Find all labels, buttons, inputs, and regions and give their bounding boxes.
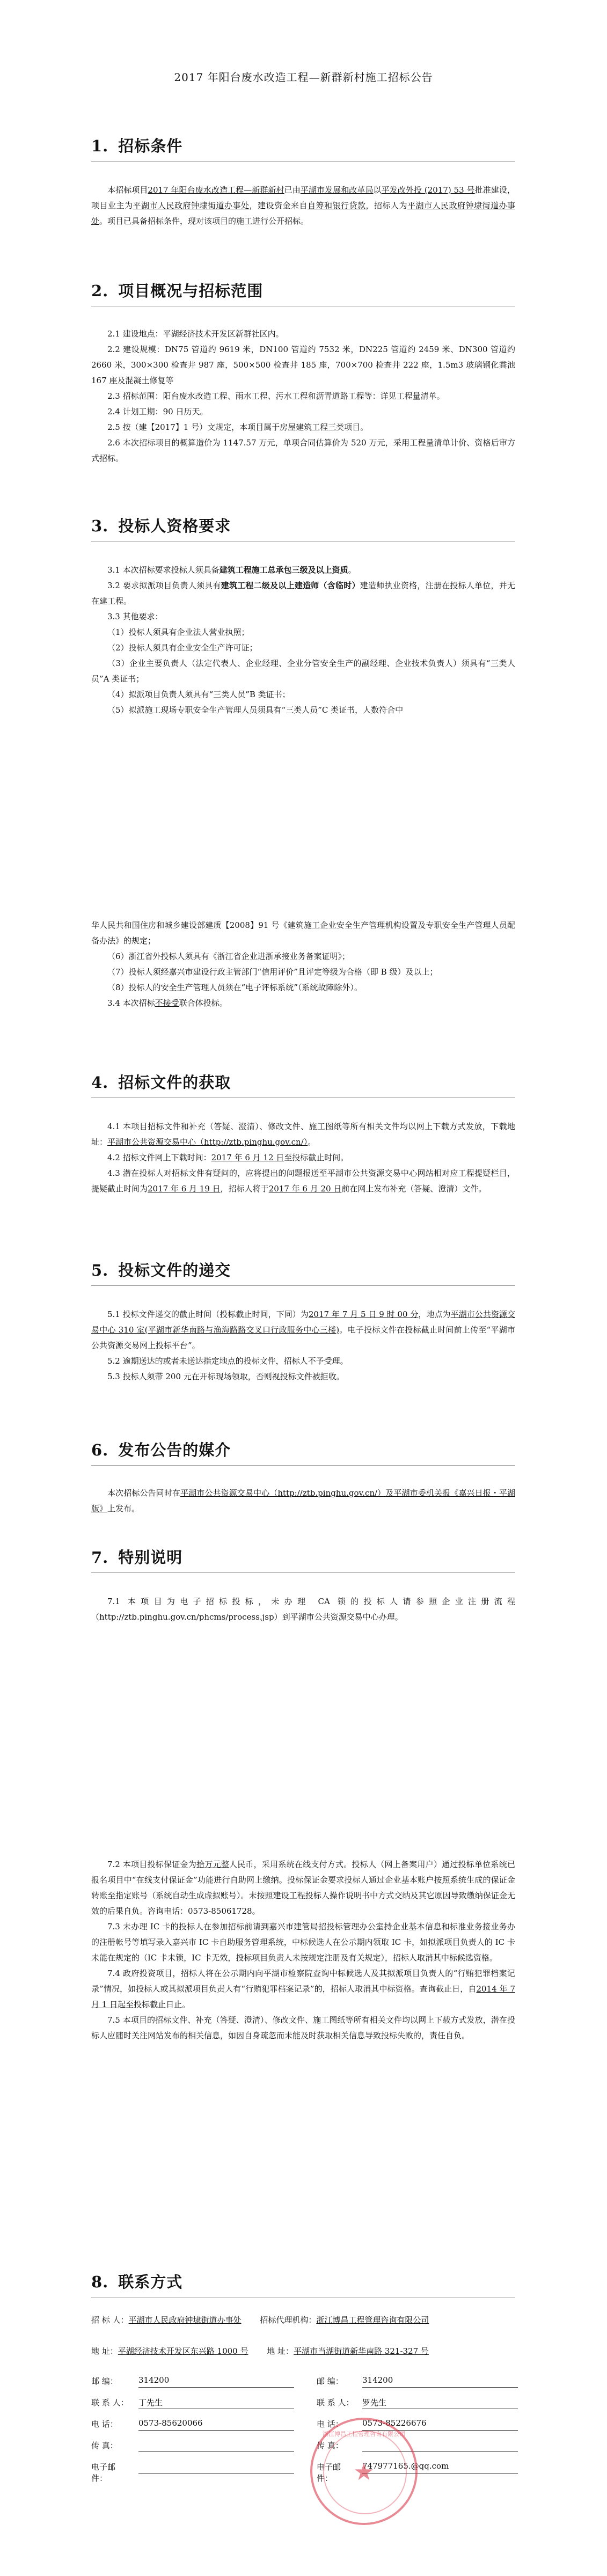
text: 已由 (284, 185, 301, 195)
value (138, 2440, 294, 2452)
section-7-note-1 (91, 1594, 515, 1625)
text: 3.4 本次招标 (107, 998, 155, 1008)
paragraph: 7.1 本项目为电子招标投标，未办理 CA 锁的投标人请参照企业注册流程（http://ztb.pinghu.gov.cn/phcms/process.jsp）到平湖市公共资源交易中心办理。 (91, 1597, 515, 1622)
value: 丁先生 (138, 2397, 294, 2409)
section-title: 投标文件的递交 (118, 1261, 231, 1279)
seal-text: 浙江博昌工程管理咨询有限公司 (323, 2431, 405, 2438)
text: 本次招标公告同时在 (107, 1488, 181, 1498)
list-item: 2.2 建设规模：DN75 管道约 9619 米，DN100 管道约 7532 米，DN225 管道约 2459 米、DN300 管道约 2660 米，300×300 检查井 987 座，500×500 检查井 185 座，700×700 检查井 222 座，1.5m3 玻璃钢化粪池 167 座及混凝土修复等 (91, 345, 515, 385)
label: 电子邮件： (91, 2462, 116, 2483)
list-item: 华人民共和国住房和城乡建设部建质【2008】91 号《建筑施工企业安全生产管理机构设置及专职安全生产管理人员配备办法》的规定； (91, 920, 515, 946)
section-number: 3. (91, 517, 109, 535)
label: 电 话： (91, 2419, 118, 2429)
section-7-heading (91, 1546, 182, 1568)
section-3-block-a (91, 562, 515, 718)
text: 前在网上发布补充（答疑、澄清）文件。 (341, 1184, 487, 1194)
divider (91, 1097, 515, 1098)
label: 招 标 人： (91, 2315, 129, 2325)
section-4-heading (91, 1071, 231, 1093)
project-name: 2017 年阳台废水改造工程—新群新村 (148, 185, 284, 195)
contact-row (91, 2375, 521, 2397)
consortium-status: 不接受 (155, 998, 179, 1008)
agent-address: 平湖市当湖街道新华南路 321-327 号 (294, 2346, 429, 2356)
approval-doc: 平发改外投 (2017) 53 号 (381, 185, 475, 195)
section-title: 招标条件 (118, 137, 183, 155)
list-item: 2.6 本次招标项目的概算造价为 1147.57 万元，单项合同估算价为 520 万元，采用工程量清单计价、资格后审方式招标。 (91, 438, 515, 463)
section-1-heading (91, 134, 182, 156)
text: 。项目已具备招标条件，现对该项目的施工进行公开招标。 (99, 216, 309, 226)
contact-row (91, 2418, 521, 2440)
text: 至投标截止时间。 (284, 1153, 349, 1162)
label: 招标代理机构： (260, 2315, 317, 2325)
document-title: 2017 年阳台废水改造工程—新群新村施工招标公告 (174, 71, 433, 84)
divider (91, 1465, 515, 1466)
download-link[interactable]: 平湖市公共资源交易中心（http://ztb.pinghu.gov.cn/） (107, 1137, 308, 1147)
text: 7.4 政府投资项目，招标人将在公示期内向平湖市检察院查询中标候选人及其拟派项目负责人的“行贿犯罪档案记录”情况，如投标人或其拟派项目负责人有“行贿犯罪档案记录”的，招标人取消其中标资格。查询截止日，自 (91, 1968, 515, 1994)
section-number: 1. (91, 137, 109, 155)
text: ，地点为 (418, 1309, 451, 1319)
email-value: 747977165.@qq.com (362, 2461, 518, 2473)
list-item: （7）投标人须经嘉兴市建设行政主管部门“信用评价”且评定等级为合格（即 B 级）及以上； (107, 967, 438, 977)
value (138, 2461, 294, 2473)
company-seal-stamp (310, 2418, 418, 2525)
contact-block (91, 2313, 521, 2483)
text: 。 (348, 565, 356, 575)
section-3-block-b (91, 918, 515, 1011)
section-6-heading (91, 1438, 231, 1460)
paragraph: 7.3 未办理 IC 卡的投标人在参加招标前请到嘉兴市建管局招投标管理办公室持企业基本信息和标准业务接业务办的注册帐号等填写录入嘉兴市 IC 卡自助服务管理系统，中标候选人在公示期内领取 IC 卡，如拟派项目负责人的 IC 卡未能在规定的（IC 卡未锁，IC 卡无效，投标项目负责人未按规定注册及有关规定），招标人取消其中标候选资格。 (91, 1922, 515, 1963)
paragraph: 7.5 本项目的招标文件、补充（答疑、澄清）、修改文件、施工图纸等所有相关文件均以网上下载方式发放，潜在投标人应随时关注网站发布的相关信息，如因自身疏忽而未能及时获取相关信息导致投标失败的，责任自负。 (91, 2015, 515, 2040)
section-title: 投标人资格要求 (118, 517, 231, 535)
text: 上发布。 (107, 1504, 140, 1513)
text: ，建设资金来自 (249, 201, 308, 210)
divider (91, 1572, 515, 1573)
value: 罗先生 (362, 2397, 518, 2409)
list-item: （2）投标人须具有企业安全生产许可证； (107, 643, 258, 653)
text: 3.2 要求拟派项目负责人须具有 (107, 581, 221, 590)
answer-date: 2017 年 6 月 20 日 (268, 1184, 342, 1194)
label: 地 址： (267, 2346, 294, 2356)
list-item: 2.5 按（建【2017】1 号）文规定，本项目属于房屋建筑工程三类项目。 (107, 422, 369, 432)
list-item: （6）浙江省外投标人须具有《浙江省企业进浙承接业务备案证明》； (107, 952, 350, 961)
text: 。 (308, 1137, 316, 1147)
section-number: 6. (91, 1441, 109, 1459)
seal-star-icon: ★ (353, 2458, 375, 2486)
section-title: 发布公告的媒介 (118, 1441, 231, 1459)
agent-name: 浙江博昌工程管理咨询有限公司 (316, 2315, 429, 2325)
tenderer-name: 平湖市人民政府钟埭街道办事处 (128, 2315, 242, 2325)
value: 0573-85226676 (362, 2418, 518, 2431)
text: 3.1 本次招标要求投标人须具备 (107, 565, 220, 575)
qualification: 建筑工程施工总承包三级及以上资质 (219, 565, 348, 575)
text: ，招标人为 (365, 201, 407, 210)
list-item: （3）企业主要负责人（法定代表人、企业经理、企业分管安全生产的副经理、企业技术负责人）须具有“三类人员”A 类证书； (91, 658, 515, 684)
section-5-paragraphs (91, 1307, 515, 1385)
list-item: 2.3 招标范围：阳台废水改造工程、雨水工程、污水工程和沥青道路工程等：详见工程量清单。 (107, 391, 445, 401)
value: 314200 (362, 2375, 518, 2388)
text: 7.2 本项目投标保证金为 (107, 1860, 196, 1869)
label: 联 系 人： (91, 2398, 129, 2407)
label: 联 系 人： (317, 2398, 354, 2407)
section-number: 2. (91, 282, 109, 300)
section-1-paragraph (91, 182, 515, 229)
section-8-heading (91, 2270, 182, 2292)
section-5-heading (91, 1258, 231, 1280)
label: 传 真： (317, 2441, 343, 2450)
text: 以 (373, 185, 382, 195)
contact-row (91, 2397, 521, 2418)
list-item: （5）拟派施工现场专职安全生产管理人员须具有“三类人员”C 类证书，人数符合中 (107, 705, 404, 715)
section-2-items (91, 326, 515, 466)
text: 本招标项目 (107, 185, 148, 195)
submission-deadline: 2017 年 7 月 5 日 9 时 00 分 (308, 1309, 419, 1319)
text: 人民币，采用系统在线支付方式。投标人（网上备案用户）通过投标单位系统已报名项目中“在线支付保证金”功能进行自助网上缴纳。投标保证金要求投标人通过企业基本账户按照系统生成的保证金转账至指定账号（系统自动生成虚拟账号）。未按照建设工程投标人操作说明书中方式交纳及其它原因导致缴纳保证金无效的后果自负。咨询电话：0573-85061728。 (91, 1860, 515, 1916)
section-6-paragraph (91, 1485, 515, 1517)
contact-address-row (91, 2344, 521, 2375)
text: 4.1 本项目招标文件和补充（答疑、澄清）、修改文件、施工图纸等所有相关文件均以网上下载方式发放，下载地址： (91, 1122, 515, 1147)
divider (91, 161, 515, 162)
text: 建造师执业资格，注册在投标人单位，并无在建工程。 (91, 581, 515, 606)
value: 314200 (138, 2375, 294, 2388)
label: 邮 编： (91, 2376, 118, 2386)
section-number: 8. (91, 2273, 109, 2291)
download-start-date: 2017 年 6 月 12 日 (211, 1153, 284, 1162)
list-item: （8）投标人的安全生产管理人员须在“电子评标系统”（系统故障除外）。 (107, 983, 362, 992)
label: 邮 编： (317, 2376, 343, 2386)
section-title: 联系方式 (118, 2273, 183, 2291)
section-title: 特别说明 (118, 1548, 183, 1567)
text: ，招标人将于 (220, 1184, 269, 1194)
project-owner: 平湖市人民政府钟埭街道办事处 (133, 201, 250, 210)
funding-source: 自筹和银行贷款 (307, 201, 366, 210)
text: 起至投标截止日止。 (118, 2000, 191, 2009)
text: 5.1 投标文件递交的截止时间（投标截止时间，下同）为 (107, 1309, 309, 1319)
list-item: （4）拟派项目负责人须具有“三类人员”B 类证书； (107, 690, 290, 699)
paragraph: 5.2 逾期送达的或者未送达指定地点的投标文件，招标人不予受理。 (107, 1356, 348, 1366)
text: 联合体投标。 (179, 998, 228, 1008)
section-3-heading (91, 514, 231, 536)
bid-bond-amount: 拾万元整 (196, 1860, 229, 1869)
tenderer-address: 平湖经济技术开发区东兴路 1000 号 (118, 2346, 248, 2356)
section-number: 5. (91, 1261, 109, 1279)
list-intro: 3.3 其他要求： (107, 612, 163, 621)
section-4-paragraphs (91, 1119, 515, 1197)
label: 电子邮件： (317, 2462, 341, 2483)
approver: 平湖市发展和改革局 (300, 185, 374, 195)
list-item: 2.1 建设地点：平湖经济技术开发区新群社区内。 (107, 329, 284, 339)
contact-row (91, 2461, 521, 2483)
value: 0573-85620066 (138, 2418, 294, 2431)
divider (91, 1285, 515, 1286)
tenderer: 平湖市人民政府钟埭街道办事处 (91, 201, 515, 226)
section-title: 招标文件的获取 (118, 1073, 231, 1092)
section-title: 项目概况与招标范围 (118, 282, 264, 300)
question-deadline: 2017 年 6 月 19 日 (148, 1184, 221, 1194)
text: 4.3 潜在投标人对招标文件有疑问的，应将提出的问题报送至平湖市公共资源交易中心网站相对应工程提疑栏目，提疑截止时间为 (91, 1168, 515, 1194)
section-number: 4. (91, 1073, 109, 1092)
section-7-notes (91, 1857, 515, 2044)
publication-media: 平湖市公共资源交易中心（http://ztb.pinghu.gov.cn/）及平湖市委机关报《嘉兴日报・平湖版》 (91, 1488, 515, 1513)
label: 电 话： (317, 2419, 343, 2429)
list-item: （1）投标人须具有企业法人营业执照； (107, 627, 250, 637)
contact-row (91, 2440, 521, 2461)
text: 4.2 招标文件网上下载时间： (107, 1153, 211, 1162)
label: 地 址： (91, 2346, 118, 2356)
qualification: 建筑工程二级及以上建造师（含临时） (221, 581, 360, 590)
contact-tenderer-row (91, 2313, 521, 2344)
text: 批准建设，项目业主为 (91, 185, 515, 210)
section-number: 7. (91, 1548, 109, 1567)
section-2-heading (91, 279, 263, 301)
text: 。电子投标文件在投标截止时间前上传至“平湖市公共资源交易网上投标平台”。 (91, 1325, 516, 1350)
label: 传 真： (91, 2441, 118, 2450)
submission-place: 平湖市公共资源交易中心 310 室(平湖市新华南路与渔海路路交叉口行政服务中心三楼) (91, 1309, 515, 1335)
list-item: 2.4 计划工期：90 日历天。 (107, 407, 208, 416)
paragraph: 5.3 投标人须带 200 元在开标现场领取，否则视投标文件被拒收。 (107, 1372, 345, 1381)
query-date: 2014 年 7 月 1 日 (91, 1984, 515, 2009)
